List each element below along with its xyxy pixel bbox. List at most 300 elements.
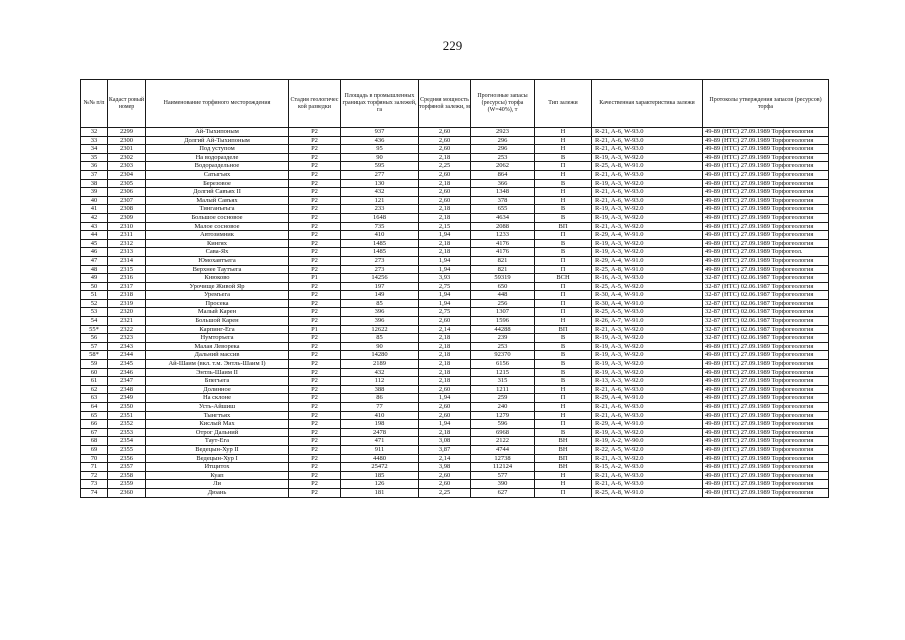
table-row <box>81 437 829 446</box>
cell-protocol: 49-89 (НТС) 27.09.1989 Торфогеология <box>703 170 829 179</box>
cell-name: Дальний массив <box>146 351 289 360</box>
cell-thickness: 2,60 <box>419 471 471 480</box>
cell-reserves: 1307 <box>471 308 535 317</box>
cell-area: 396 <box>341 308 419 317</box>
cell-stage: P2 <box>289 394 341 403</box>
table-header <box>81 80 829 128</box>
cell-deposit-type: Н <box>535 403 592 412</box>
cell-thickness: 2,60 <box>419 128 471 137</box>
cell-reserves: 1215 <box>471 368 535 377</box>
cell-name: Большое сосновое <box>146 213 289 222</box>
cell-area: 14256 <box>341 274 419 283</box>
cell-stage: P2 <box>289 385 341 394</box>
cell-area: 77 <box>341 403 419 412</box>
cell-cadastral: 2343 <box>108 342 146 351</box>
cell-protocol: 49-89 (НТС) 27.09.1989 Торфогеология <box>703 162 829 171</box>
cell-area: 12622 <box>341 325 419 334</box>
cell-reserves: 253 <box>471 153 535 162</box>
cell-reserves: 315 <box>471 377 535 386</box>
cell-cadastral: 2308 <box>108 205 146 214</box>
table-row <box>81 153 829 162</box>
cell-cadastral: 2310 <box>108 222 146 231</box>
cell-area: 112 <box>341 377 419 386</box>
cell-deposit-type: П <box>535 256 592 265</box>
cell-reserves: 390 <box>471 480 535 489</box>
cell-thickness: 2,60 <box>419 411 471 420</box>
table-row <box>81 480 829 489</box>
cell-stage: P2 <box>289 428 341 437</box>
cell-number: 58* <box>81 351 108 360</box>
cell-thickness: 2,60 <box>419 317 471 326</box>
cell-quality: R-19, A-3, W-92.0 <box>592 368 703 377</box>
cell-stage: P2 <box>289 248 341 257</box>
cell-thickness: 2,15 <box>419 222 471 231</box>
table-row <box>81 377 829 386</box>
cell-quality: R-21, A-6, W-93.0 <box>592 471 703 480</box>
cell-stage: P2 <box>289 299 341 308</box>
cell-quality: R-21, A-3, W-92.0 <box>592 454 703 463</box>
cell-quality: R-19, A-3, W-92.0 <box>592 360 703 369</box>
cell-protocol: 49-89 (НТС) 27.09.1989 Торфогеология <box>703 153 829 162</box>
cell-name: Малое сосновое <box>146 222 289 231</box>
cell-stage: P2 <box>289 213 341 222</box>
table-row <box>81 454 829 463</box>
cell-name: Ай-Шаим (вкл. т.м. Энтль-Шаим I) <box>146 360 289 369</box>
peat-deposits-table-container <box>80 79 829 498</box>
cell-quality: R-19, A-3, W-92.0 <box>592 351 703 360</box>
cell-quality: R-26, A-7, W-91.0 <box>592 317 703 326</box>
cell-quality: R-21, A-3, W-92.0 <box>592 222 703 231</box>
cell-name: Тинганъеъга <box>146 205 289 214</box>
table-row <box>81 428 829 437</box>
cell-name: Малый Савъях <box>146 196 289 205</box>
cell-number: 45 <box>81 239 108 248</box>
cell-quality: R-21, A-3, W-92.0 <box>592 325 703 334</box>
cell-name: Дюань <box>146 488 289 497</box>
cell-cadastral: 2355 <box>108 445 146 454</box>
cell-cadastral: 2314 <box>108 256 146 265</box>
cell-number: 65 <box>81 411 108 420</box>
cell-area: 1485 <box>341 239 419 248</box>
table-row <box>81 274 829 283</box>
cell-name: Отрог Дальний <box>146 428 289 437</box>
cell-deposit-type: П <box>535 488 592 497</box>
cell-quality: R-19, A-3, W-92.0 <box>592 213 703 222</box>
header-cell-protocols: Протоколы утверждения запасов (ресурсов) торфа <box>703 80 829 128</box>
cell-thickness: 2,18 <box>419 239 471 248</box>
table-row <box>81 342 829 351</box>
header-cell-deposit-type: Тип залежи <box>535 80 592 128</box>
cell-area: 735 <box>341 222 419 231</box>
cell-deposit-type: Н <box>535 196 592 205</box>
cell-quality: R-21, A-6, W-93.0 <box>592 188 703 197</box>
cell-area: 2189 <box>341 360 419 369</box>
cell-number: 57 <box>81 342 108 351</box>
cell-thickness: 2,60 <box>419 480 471 489</box>
cell-thickness: 2,60 <box>419 170 471 179</box>
cell-thickness: 2,25 <box>419 488 471 497</box>
cell-cadastral: 2360 <box>108 488 146 497</box>
cell-cadastral: 2312 <box>108 239 146 248</box>
table-row <box>81 291 829 300</box>
cell-reserves: 259 <box>471 394 535 403</box>
cell-number: 38 <box>81 179 108 188</box>
cell-number: 60 <box>81 368 108 377</box>
cell-stage: P2 <box>289 351 341 360</box>
cell-quality: R-25, A-8, W-91.0 <box>592 162 703 171</box>
cell-cadastral: 2344 <box>108 351 146 360</box>
cell-number: 71 <box>81 463 108 472</box>
cell-stage: P2 <box>289 317 341 326</box>
cell-stage: P2 <box>289 437 341 446</box>
cell-name: Нумторъега <box>146 334 289 343</box>
cell-deposit-type: В <box>535 179 592 188</box>
cell-thickness: 3,87 <box>419 445 471 454</box>
cell-stage: P2 <box>289 145 341 154</box>
cell-deposit-type: П <box>535 291 592 300</box>
cell-stage: P2 <box>289 377 341 386</box>
cell-quality: R-19, A-3, W-92.0 <box>592 342 703 351</box>
cell-thickness: 2,60 <box>419 145 471 154</box>
cell-number: 34 <box>81 145 108 154</box>
cell-number: 63 <box>81 394 108 403</box>
cell-quality: R-19, A-3, W-92.0 <box>592 179 703 188</box>
cell-thickness: 3,98 <box>419 463 471 472</box>
cell-name: Долгий Савъях II <box>146 188 289 197</box>
cell-reserves: 6968 <box>471 428 535 437</box>
cell-protocol: 32-87 (НТС) 02.06.1987 Торфогеология <box>703 282 829 291</box>
table-row <box>81 231 829 240</box>
cell-reserves: 4176 <box>471 239 535 248</box>
cell-area: 432 <box>341 368 419 377</box>
cell-reserves: 378 <box>471 196 535 205</box>
cell-cadastral: 2301 <box>108 145 146 154</box>
cell-thickness: 3,93 <box>419 274 471 283</box>
cell-thickness: 2,60 <box>419 188 471 197</box>
cell-reserves: 655 <box>471 205 535 214</box>
cell-cadastral: 2358 <box>108 471 146 480</box>
cell-quality: R-29, A-4, W-91.0 <box>592 394 703 403</box>
cell-deposit-type: В <box>535 368 592 377</box>
cell-thickness: 2,18 <box>419 360 471 369</box>
table-row <box>81 445 829 454</box>
cell-cadastral: 2315 <box>108 265 146 274</box>
cell-stage: P2 <box>289 471 341 480</box>
cell-number: 64 <box>81 403 108 412</box>
cell-stage: P2 <box>289 170 341 179</box>
cell-number: 55* <box>81 325 108 334</box>
cell-quality: R-19, A-3, W-92.0 <box>592 428 703 437</box>
cell-deposit-type: Н <box>535 128 592 137</box>
cell-protocol: 49-89 (НТС) 27.09.1989 Торфогеология <box>703 196 829 205</box>
cell-name: Березовое <box>146 179 289 188</box>
cell-name: Верхнее Таутъега <box>146 265 289 274</box>
cell-quality: R-19, A-3, W-92.0 <box>592 205 703 214</box>
cell-protocol: 49-89 (НТС) 27.09.1989 Торфогеология <box>703 411 829 420</box>
cell-quality: R-19, A-3, W-92.0 <box>592 334 703 343</box>
cell-area: 86 <box>341 394 419 403</box>
cell-stage: P2 <box>289 231 341 240</box>
table-row <box>81 222 829 231</box>
cell-deposit-type: Н <box>535 145 592 154</box>
cell-area: 911 <box>341 445 419 454</box>
cell-protocol: 49-89 (НТС) 27.09.1989 Торфогеология <box>703 471 829 480</box>
cell-number: 59 <box>81 360 108 369</box>
cell-reserves: 366 <box>471 179 535 188</box>
cell-name: Сава-Ях <box>146 248 289 257</box>
cell-protocol: 49-89 (НТС) 27.09.1989 Торфогеология <box>703 265 829 274</box>
cell-thickness: 1,94 <box>419 420 471 429</box>
cell-cadastral: 2323 <box>108 334 146 343</box>
cell-stage: P2 <box>289 239 341 248</box>
cell-cadastral: 2351 <box>108 411 146 420</box>
cell-stage: P2 <box>289 463 341 472</box>
cell-area: 273 <box>341 265 419 274</box>
cell-deposit-type: П <box>535 162 592 171</box>
cell-stage: P2 <box>289 179 341 188</box>
cell-stage: P2 <box>289 403 341 412</box>
cell-name: Юмохавтъега <box>146 256 289 265</box>
cell-stage: P1 <box>289 325 341 334</box>
cell-thickness: 1,94 <box>419 256 471 265</box>
cell-deposit-type: Н <box>535 385 592 394</box>
header-cell-area: Площадь в промышленных границах торфяных залежей, га <box>341 80 419 128</box>
cell-number: 35 <box>81 153 108 162</box>
cell-name: Долгий Ай-Тыхипоным <box>146 136 289 145</box>
table-row <box>81 213 829 222</box>
cell-name: Кислый Мах <box>146 420 289 429</box>
cell-deposit-type: ВН <box>535 445 592 454</box>
cell-cadastral: 2304 <box>108 170 146 179</box>
cell-deposit-type: В <box>535 248 592 257</box>
cell-protocol: 49-89 (НТС) 27.09.1989 Торфогеология <box>703 145 829 154</box>
cell-cadastral: 2353 <box>108 428 146 437</box>
cell-stage: P2 <box>289 334 341 343</box>
cell-area: 121 <box>341 196 419 205</box>
page-number: 229 <box>442 38 463 53</box>
cell-deposit-type: В <box>535 239 592 248</box>
cell-quality: R-29, A-4, W-91.0 <box>592 420 703 429</box>
cell-stage: P2 <box>289 188 341 197</box>
cell-reserves: 112124 <box>471 463 535 472</box>
cell-thickness: 2,18 <box>419 342 471 351</box>
cell-area: 410 <box>341 411 419 420</box>
cell-reserves: 4176 <box>471 248 535 257</box>
cell-name: Долинное <box>146 385 289 394</box>
cell-cadastral: 2345 <box>108 360 146 369</box>
cell-quality: R-21, A-6, W-93.0 <box>592 411 703 420</box>
cell-quality: R-25, A-5, W-92.0 <box>592 282 703 291</box>
cell-number: 49 <box>81 274 108 283</box>
cell-stage: P1 <box>289 274 341 283</box>
cell-thickness: 2,60 <box>419 403 471 412</box>
cell-deposit-type: ВСН <box>535 274 592 283</box>
cell-protocol: 49-89 (НТС) 27.09.1989 Торфогеология <box>703 231 829 240</box>
header-cell-name: Наименование торфяного месторождения <box>146 80 289 128</box>
cell-protocol: 32-87 (НТС) 02.06.1987 Торфогеология <box>703 299 829 308</box>
cell-deposit-type: П <box>535 265 592 274</box>
cell-thickness: 2,18 <box>419 428 471 437</box>
table-row <box>81 299 829 308</box>
cell-name: Под уступом <box>146 145 289 154</box>
cell-area: 2478 <box>341 428 419 437</box>
cell-reserves: 821 <box>471 256 535 265</box>
cell-protocol: 49-89 (НТС) 27.09.1989 Торфогеология <box>703 394 829 403</box>
table-row <box>81 308 829 317</box>
cell-thickness: 2,14 <box>419 325 471 334</box>
header-cell-stage: Стадия геологичес кой разведки <box>289 80 341 128</box>
cell-quality: R-15, A-2, W-93.0 <box>592 463 703 472</box>
cell-deposit-type: ВН <box>535 437 592 446</box>
cell-quality: R-30, A-4, W-91.0 <box>592 291 703 300</box>
table-row <box>81 145 829 154</box>
cell-thickness: 2,60 <box>419 136 471 145</box>
cell-cadastral: 2359 <box>108 480 146 489</box>
cell-quality: R-19, A-3, W-92.0 <box>592 153 703 162</box>
cell-deposit-type: ВП <box>535 325 592 334</box>
cell-quality: R-16, A-3, W-93.0 <box>592 274 703 283</box>
table-row <box>81 351 829 360</box>
table-row <box>81 325 829 334</box>
cell-cadastral: 2320 <box>108 308 146 317</box>
table-row <box>81 239 829 248</box>
cell-name: Карпинг-Ега <box>146 325 289 334</box>
cell-deposit-type: Н <box>535 317 592 326</box>
cell-reserves: 239 <box>471 334 535 343</box>
table-row <box>81 471 829 480</box>
cell-stage: P2 <box>289 256 341 265</box>
cell-cadastral: 2354 <box>108 437 146 446</box>
cell-reserves: 1233 <box>471 231 535 240</box>
cell-reserves: 240 <box>471 403 535 412</box>
table-row <box>81 282 829 291</box>
cell-name: Усть-Айшиш <box>146 403 289 412</box>
cell-reserves: 256 <box>471 299 535 308</box>
cell-deposit-type: Н <box>535 411 592 420</box>
cell-quality: R-25, A-5, W-93.0 <box>592 308 703 317</box>
cell-deposit-type: ВП <box>535 222 592 231</box>
cell-reserves: 12738 <box>471 454 535 463</box>
cell-quality: R-29, A-4, W-91.0 <box>592 231 703 240</box>
table-row <box>81 463 829 472</box>
cell-reserves: 4634 <box>471 213 535 222</box>
cell-area: 149 <box>341 291 419 300</box>
cell-name: Уремъега <box>146 291 289 300</box>
cell-stage: P2 <box>289 420 341 429</box>
cell-thickness: 2,18 <box>419 351 471 360</box>
cell-quality: R-19, A-3, W-92.0 <box>592 239 703 248</box>
cell-deposit-type: П <box>535 231 592 240</box>
cell-thickness: 2,18 <box>419 179 471 188</box>
cell-reserves: 821 <box>471 265 535 274</box>
cell-protocol: 49-89 (НТС) 27.09.1989 Торфогеология <box>703 188 829 197</box>
cell-area: 1485 <box>341 248 419 257</box>
cell-protocol: 32-87 (НТС) 02.06.1987 Торфогеология <box>703 274 829 283</box>
cell-number: 70 <box>81 454 108 463</box>
cell-cadastral: 2313 <box>108 248 146 257</box>
cell-number: 68 <box>81 437 108 446</box>
cell-deposit-type: В <box>535 351 592 360</box>
cell-area: 181 <box>341 488 419 497</box>
cell-protocol: 32-87 (НТС) 02.06.1987 Торфогеология <box>703 317 829 326</box>
cell-deposit-type: ВП <box>535 454 592 463</box>
cell-protocol: 49-89 (НТС) 27.09.1989 Торфогеология <box>703 360 829 369</box>
cell-thickness: 2,18 <box>419 248 471 257</box>
cell-cadastral: 2311 <box>108 231 146 240</box>
cell-deposit-type: П <box>535 282 592 291</box>
cell-stage: P2 <box>289 162 341 171</box>
cell-cadastral: 2352 <box>108 420 146 429</box>
cell-reserves: 864 <box>471 170 535 179</box>
cell-thickness: 2,75 <box>419 282 471 291</box>
cell-name: Малый Карен <box>146 308 289 317</box>
cell-cadastral: 2306 <box>108 188 146 197</box>
cell-quality: R-21, A-6, W-93.0 <box>592 128 703 137</box>
table-row <box>81 136 829 145</box>
cell-stage: P2 <box>289 480 341 489</box>
header-cell-thickness: Средняя мощность торфяной залежи, м <box>419 80 471 128</box>
cell-number: 33 <box>81 136 108 145</box>
cell-number: 51 <box>81 291 108 300</box>
cell-cadastral: 2316 <box>108 274 146 283</box>
cell-reserves: 627 <box>471 488 535 497</box>
cell-cadastral: 2322 <box>108 325 146 334</box>
cell-quality: R-21, A-6, W-93.0 <box>592 136 703 145</box>
cell-cadastral: 2305 <box>108 179 146 188</box>
cell-area: 277 <box>341 170 419 179</box>
table-row <box>81 265 829 274</box>
cell-protocol: 49-89 (НТС) 27.09.1989 Торфогеология <box>703 445 829 454</box>
cell-reserves: 253 <box>471 342 535 351</box>
table-row <box>81 403 829 412</box>
cell-name: Сатыгъях <box>146 170 289 179</box>
cell-protocol: 49-89 (НТС) 27.09.1989 Торфогеология <box>703 480 829 489</box>
cell-cadastral: 2299 <box>108 128 146 137</box>
cell-thickness: 2,75 <box>419 308 471 317</box>
cell-name: На водоразделе <box>146 153 289 162</box>
cell-deposit-type: В <box>535 377 592 386</box>
cell-stage: P2 <box>289 153 341 162</box>
cell-thickness: 2,18 <box>419 377 471 386</box>
cell-deposit-type: В <box>535 153 592 162</box>
cell-thickness: 1,94 <box>419 265 471 274</box>
cell-reserves: 296 <box>471 136 535 145</box>
cell-quality: R-19, A-2, W-90.0 <box>592 437 703 446</box>
cell-thickness: 2,18 <box>419 213 471 222</box>
cell-area: 4480 <box>341 454 419 463</box>
table-row <box>81 248 829 257</box>
cell-reserves: 59319 <box>471 274 535 283</box>
cell-number: 40 <box>81 196 108 205</box>
cell-reserves: 1279 <box>471 411 535 420</box>
cell-number: 67 <box>81 428 108 437</box>
cell-thickness: 2,18 <box>419 368 471 377</box>
cell-thickness: 3,08 <box>419 437 471 446</box>
cell-thickness: 2,14 <box>419 454 471 463</box>
table-row <box>81 317 829 326</box>
cell-area: 410 <box>341 231 419 240</box>
cell-name: Большой Карен <box>146 317 289 326</box>
cell-deposit-type: В <box>535 205 592 214</box>
cell-stage: P2 <box>289 411 341 420</box>
cell-quality: R-21, A-6, W-93.0 <box>592 480 703 489</box>
cell-deposit-type: В <box>535 334 592 343</box>
cell-thickness: 1,94 <box>419 394 471 403</box>
cell-number: 46 <box>81 248 108 257</box>
cell-protocol: 49-89 (НТС) 27.09.1989 Торфогеология <box>703 403 829 412</box>
cell-area: 95 <box>341 145 419 154</box>
cell-protocol: 49-89 (НТС) 27.09.1989 Торфогеология <box>703 488 829 497</box>
